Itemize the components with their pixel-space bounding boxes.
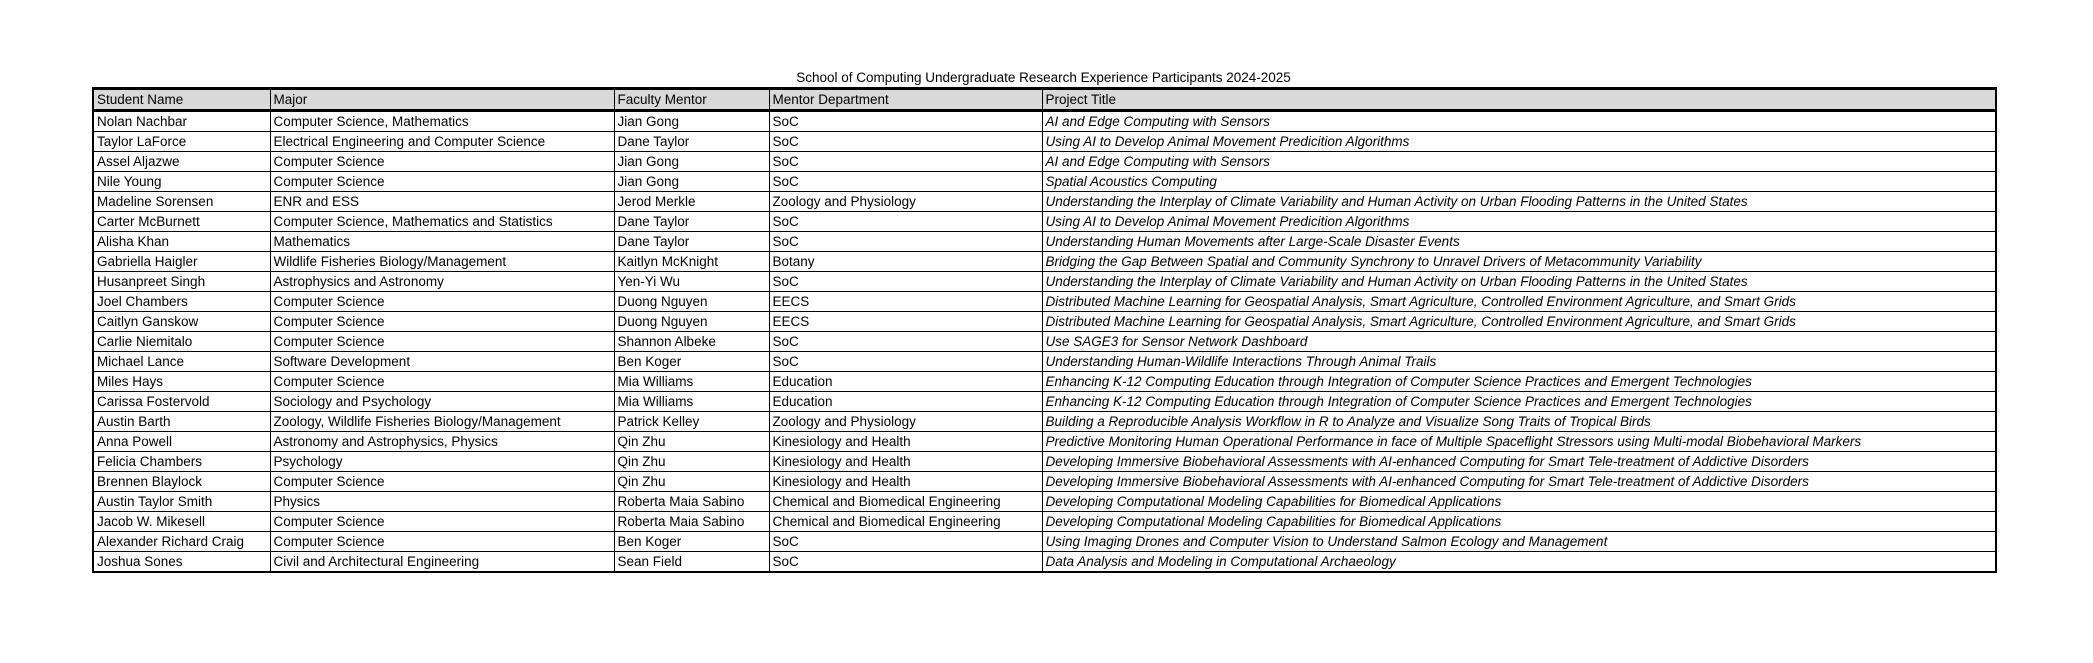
cell-major: Electrical Engineering and Computer Science <box>270 132 614 152</box>
cell-major: Wildlife Fisheries Biology/Management <box>270 252 614 272</box>
cell-major: Physics <box>270 492 614 512</box>
cell-major: Psychology <box>270 452 614 472</box>
table-row <box>93 312 1996 332</box>
cell-project-title: Developing Computational Modeling Capabilities for Biomedical Applications <box>1042 512 1996 532</box>
cell-mentor-department: Education <box>769 392 1042 412</box>
cell-faculty-mentor: Patrick Kelley <box>614 412 769 432</box>
cell-faculty-mentor: Kaitlyn McKnight <box>614 252 769 272</box>
table-row <box>93 432 1996 452</box>
table-row <box>93 512 1996 532</box>
cell-student-name: Gabriella Haigler <box>93 252 270 272</box>
cell-project-title: Use SAGE3 for Sensor Network Dashboard <box>1042 332 1996 352</box>
cell-student-name: Joel Chambers <box>93 292 270 312</box>
cell-project-title: Enhancing K-12 Computing Education through Integration of Computer Science Practices and Emergent Technologies <box>1042 392 1996 412</box>
table-header-row <box>93 89 1996 111</box>
table-row <box>93 152 1996 172</box>
cell-student-name: Husanpreet Singh <box>93 272 270 292</box>
cell-faculty-mentor: Mia Williams <box>614 392 769 412</box>
cell-faculty-mentor: Ben Koger <box>614 352 769 372</box>
cell-student-name: Alexander Richard Craig <box>93 532 270 552</box>
table-row <box>93 272 1996 292</box>
cell-faculty-mentor: Shannon Albeke <box>614 332 769 352</box>
cell-mentor-department: Chemical and Biomedical Engineering <box>769 512 1042 532</box>
cell-project-title: Using Imaging Drones and Computer Vision to Understand Salmon Ecology and Management <box>1042 532 1996 552</box>
cell-faculty-mentor: Qin Zhu <box>614 452 769 472</box>
document-title: School of Computing Undergraduate Research Experience Participants 2024-2025 <box>796 70 1291 85</box>
cell-faculty-mentor: Dane Taylor <box>614 232 769 252</box>
cell-project-title: Data Analysis and Modeling in Computational Archaeology <box>1042 552 1996 573</box>
cell-faculty-mentor: Jian Gong <box>614 111 769 132</box>
header-student-name: Student Name <box>93 89 270 111</box>
cell-mentor-department: Chemical and Biomedical Engineering <box>769 492 1042 512</box>
cell-faculty-mentor: Dane Taylor <box>614 132 769 152</box>
cell-student-name: Madeline Sorensen <box>93 192 270 212</box>
cell-project-title: Developing Immersive Biobehavioral Assessments with AI-enhanced Computing for Smart Tele-treatment of Addictive Disorders <box>1042 452 1996 472</box>
cell-student-name: Austin Taylor Smith <box>93 492 270 512</box>
cell-mentor-department: Zoology and Physiology <box>769 192 1042 212</box>
cell-student-name: Joshua Sones <box>93 552 270 573</box>
cell-student-name: Brennen Blaylock <box>93 472 270 492</box>
cell-faculty-mentor: Mia Williams <box>614 372 769 392</box>
table-row <box>93 352 1996 372</box>
cell-faculty-mentor: Ben Koger <box>614 532 769 552</box>
cell-student-name: Michael Lance <box>93 352 270 372</box>
table-row <box>93 552 1996 573</box>
cell-mentor-department: SoC <box>769 332 1042 352</box>
cell-mentor-department: SoC <box>769 212 1042 232</box>
cell-mentor-department: SoC <box>769 352 1042 372</box>
table-row <box>93 132 1996 152</box>
cell-student-name: Nile Young <box>93 172 270 192</box>
cell-faculty-mentor: Roberta Maia Sabino <box>614 512 769 532</box>
cell-student-name: Alisha Khan <box>93 232 270 252</box>
cell-major: Computer Science <box>270 332 614 352</box>
cell-project-title: Understanding the Interplay of Climate Variability and Human Activity on Urban Flooding Patterns in the United States <box>1042 192 1996 212</box>
cell-major: Mathematics <box>270 232 614 252</box>
cell-project-title: Using AI to Develop Animal Movement Predicition Algorithms <box>1042 132 1996 152</box>
cell-student-name: Jacob W. Mikesell <box>93 512 270 532</box>
cell-student-name: Assel Aljazwe <box>93 152 270 172</box>
cell-faculty-mentor: Yen-Yi Wu <box>614 272 769 292</box>
table-row <box>93 212 1996 232</box>
table-row <box>93 232 1996 252</box>
cell-project-title: AI and Edge Computing with Sensors <box>1042 111 1996 132</box>
table-body <box>93 111 1996 573</box>
table-row <box>93 392 1996 412</box>
table-row <box>93 332 1996 352</box>
cell-project-title: Building a Reproducible Analysis Workflow in R to Analyze and Visualize Song Traits of Tropical Birds <box>1042 412 1996 432</box>
cell-project-title: Developing Immersive Biobehavioral Assessments with AI-enhanced Computing for Smart Tele-treatment of Addictive Disorders <box>1042 472 1996 492</box>
cell-student-name: Felicia Chambers <box>93 452 270 472</box>
cell-student-name: Taylor LaForce <box>93 132 270 152</box>
cell-major: Computer Science <box>270 312 614 332</box>
table-row <box>93 372 1996 392</box>
cell-student-name: Caitlyn Ganskow <box>93 312 270 332</box>
cell-project-title: Using AI to Develop Animal Movement Predicition Algorithms <box>1042 212 1996 232</box>
cell-mentor-department: SoC <box>769 111 1042 132</box>
cell-project-title: Understanding the Interplay of Climate Variability and Human Activity on Urban Flooding Patterns in the United States <box>1042 272 1996 292</box>
cell-mentor-department: SoC <box>769 552 1042 573</box>
cell-major: Software Development <box>270 352 614 372</box>
cell-major: Astronomy and Astrophysics, Physics <box>270 432 614 452</box>
cell-mentor-department: SoC <box>769 152 1042 172</box>
cell-project-title: Distributed Machine Learning for Geospatial Analysis, Smart Agriculture, Controlled Environment Agriculture, and Smart Grids <box>1042 312 1996 332</box>
cell-mentor-department: Zoology and Physiology <box>769 412 1042 432</box>
cell-faculty-mentor: Duong Nguyen <box>614 312 769 332</box>
cell-student-name: Carter McBurnett <box>93 212 270 232</box>
cell-major: ENR and ESS <box>270 192 614 212</box>
cell-project-title: Developing Computational Modeling Capabilities for Biomedical Applications <box>1042 492 1996 512</box>
cell-mentor-department: SoC <box>769 532 1042 552</box>
cell-student-name: Carissa Fostervold <box>93 392 270 412</box>
header-project-title: Project Title <box>1042 89 1996 111</box>
cell-faculty-mentor: Jian Gong <box>614 172 769 192</box>
header-major: Major <box>270 89 614 111</box>
table-row <box>93 492 1996 512</box>
cell-project-title: AI and Edge Computing with Sensors <box>1042 152 1996 172</box>
cell-faculty-mentor: Dane Taylor <box>614 212 769 232</box>
table-row <box>93 172 1996 192</box>
header-mentor-department: Mentor Department <box>769 89 1042 111</box>
table-row <box>93 532 1996 552</box>
cell-project-title: Spatial Acoustics Computing <box>1042 172 1996 192</box>
cell-major: Sociology and Psychology <box>270 392 614 412</box>
table-row <box>93 192 1996 212</box>
cell-project-title: Distributed Machine Learning for Geospatial Analysis, Smart Agriculture, Controlled Environment Agriculture, and Smart Grids <box>1042 292 1996 312</box>
cell-faculty-mentor: Sean Field <box>614 552 769 573</box>
cell-mentor-department: EECS <box>769 292 1042 312</box>
cell-major: Computer Science, Mathematics and Statistics <box>270 212 614 232</box>
cell-major: Computer Science <box>270 172 614 192</box>
table-row <box>93 292 1996 312</box>
table-row <box>93 252 1996 272</box>
cell-mentor-department: Education <box>769 372 1042 392</box>
cell-student-name: Carlie Niemitalo <box>93 332 270 352</box>
table-row <box>93 452 1996 472</box>
cell-project-title: Understanding Human Movements after Large-Scale Disaster Events <box>1042 232 1996 252</box>
cell-mentor-department: SoC <box>769 172 1042 192</box>
cell-major: Civil and Architectural Engineering <box>270 552 614 573</box>
table-row <box>93 472 1996 492</box>
cell-faculty-mentor: Duong Nguyen <box>614 292 769 312</box>
cell-mentor-department: Kinesiology and Health <box>769 432 1042 452</box>
table-row <box>93 412 1996 432</box>
cell-major: Computer Science, Mathematics <box>270 111 614 132</box>
cell-project-title: Understanding Human-Wildlife Interactions Through Animal Trails <box>1042 352 1996 372</box>
cell-project-title: Enhancing K-12 Computing Education through Integration of Computer Science Practices and Emergent Technologies <box>1042 372 1996 392</box>
cell-project-title: Predictive Monitoring Human Operational Performance in face of Multiple Spaceflight Stressors using Multi-modal Biobehavioral Markers <box>1042 432 1996 452</box>
cell-faculty-mentor: Roberta Maia Sabino <box>614 492 769 512</box>
cell-student-name: Miles Hays <box>93 372 270 392</box>
cell-faculty-mentor: Jerod Merkle <box>614 192 769 212</box>
cell-project-title: Bridging the Gap Between Spatial and Community Synchrony to Unravel Drivers of Metacommunity Variability <box>1042 252 1996 272</box>
cell-major: Computer Science <box>270 512 614 532</box>
cell-mentor-department: Botany <box>769 252 1042 272</box>
cell-mentor-department: SoC <box>769 272 1042 292</box>
cell-major: Computer Science <box>270 472 614 492</box>
header-faculty-mentor: Faculty Mentor <box>614 89 769 111</box>
cell-faculty-mentor: Qin Zhu <box>614 472 769 492</box>
cell-major: Computer Science <box>270 532 614 552</box>
cell-major: Computer Science <box>270 292 614 312</box>
cell-mentor-department: SoC <box>769 132 1042 152</box>
cell-faculty-mentor: Qin Zhu <box>614 432 769 452</box>
cell-student-name: Anna Powell <box>93 432 270 452</box>
cell-major: Computer Science <box>270 152 614 172</box>
table-row <box>93 111 1996 132</box>
participants-table <box>92 87 1997 573</box>
cell-mentor-department: Kinesiology and Health <box>769 452 1042 472</box>
cell-student-name: Nolan Nachbar <box>93 111 270 132</box>
cell-student-name: Austin Barth <box>93 412 270 432</box>
cell-faculty-mentor: Jian Gong <box>614 152 769 172</box>
cell-mentor-department: Kinesiology and Health <box>769 472 1042 492</box>
cell-major: Astrophysics and Astronomy <box>270 272 614 292</box>
cell-mentor-department: EECS <box>769 312 1042 332</box>
cell-mentor-department: SoC <box>769 232 1042 252</box>
cell-major: Computer Science <box>270 372 614 392</box>
cell-major: Zoology, Wildlife Fisheries Biology/Management <box>270 412 614 432</box>
